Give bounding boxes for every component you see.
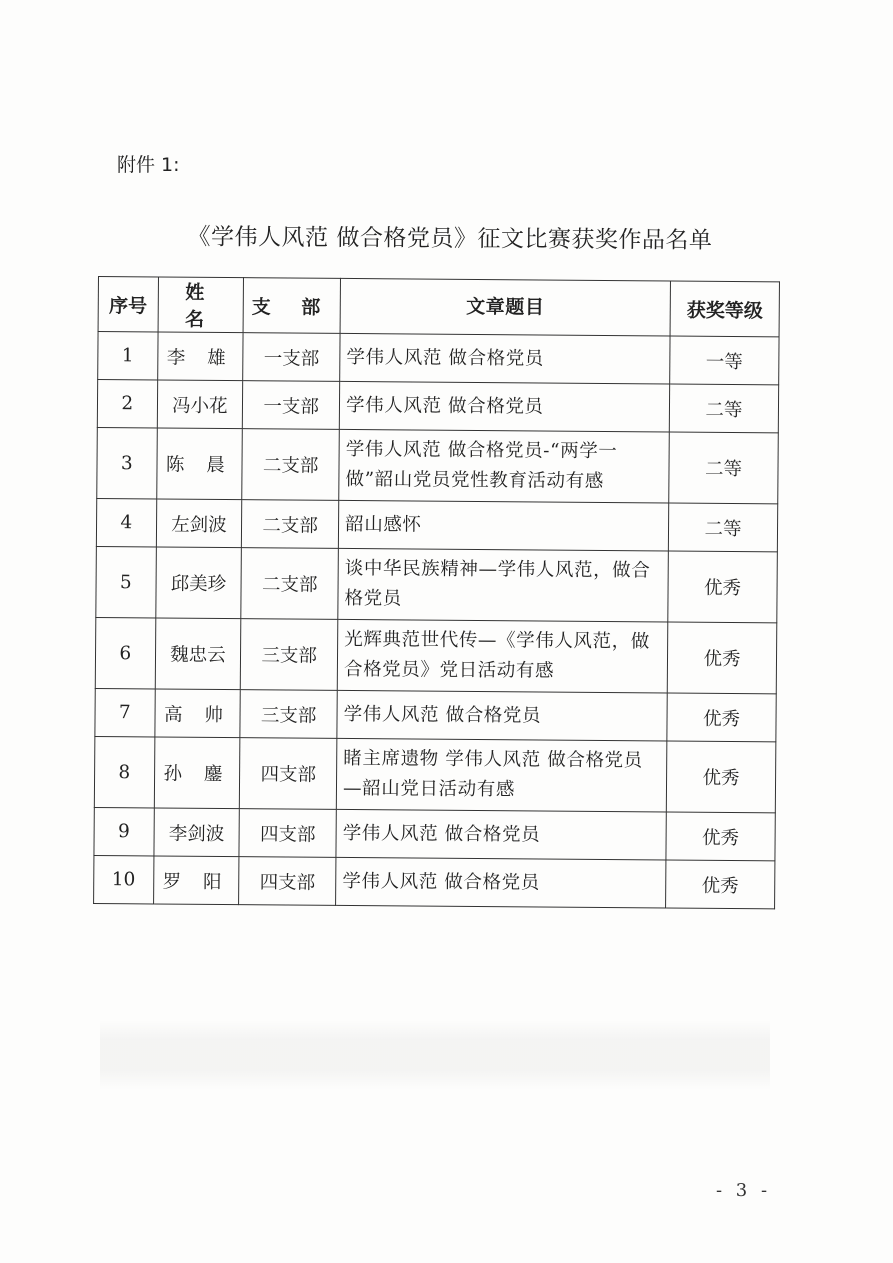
cell-award: 优秀 (668, 551, 778, 623)
cell-name: 魏忠云 (155, 618, 241, 690)
table-row (97, 380, 778, 433)
cell-award: 二等 (669, 432, 779, 504)
cell-title: 学伟人风范 做合格党员 (339, 381, 669, 432)
header-no: 序号 (98, 277, 158, 332)
cell-award: 二等 (669, 384, 778, 433)
table-header-row (98, 277, 779, 337)
cell-no: 5 (96, 546, 156, 617)
table-row (96, 546, 778, 622)
cell-name: 李剑波 (153, 808, 239, 857)
page-number: - 3 - (716, 1180, 772, 1201)
cell-no: 1 (98, 332, 158, 380)
cell-award: 二等 (668, 503, 777, 552)
table-body (94, 332, 779, 909)
attachment-label: 附件 1: (117, 154, 180, 176)
cell-branch: 二支部 (242, 500, 339, 549)
cell-title: 学伟人风范 做合格党员 (336, 857, 666, 908)
cell-name: 高 帅 (154, 689, 240, 738)
cell-no: 4 (96, 498, 156, 546)
cell-no: 10 (94, 855, 154, 903)
cell-name: 孙 鏖 (154, 737, 240, 809)
cell-name: 左剑波 (156, 499, 242, 548)
cell-branch: 三支部 (240, 690, 337, 739)
cell-award: 优秀 (666, 741, 776, 813)
header-branch: 支 部 (243, 278, 340, 334)
cell-title: 学伟人风范 做合格党员 (336, 809, 666, 860)
cell-no: 7 (95, 688, 155, 736)
cell-title: 睹主席遗物 学伟人风范 做合格党员—韶山党日活动有感 (336, 738, 666, 812)
cell-no: 3 (97, 427, 157, 498)
cell-name: 邱美珍 (155, 547, 241, 619)
table-row (98, 332, 779, 385)
table-row (95, 617, 777, 693)
cell-branch: 四支部 (239, 857, 336, 906)
header-name: 姓 名 (158, 277, 244, 333)
cell-award: 一等 (670, 336, 779, 385)
cell-branch: 一支部 (243, 333, 340, 382)
table-row (97, 427, 779, 503)
cell-name: 陈 晨 (156, 428, 242, 500)
table-row (96, 498, 777, 551)
cell-award: 优秀 (667, 693, 776, 742)
cell-award: 优秀 (667, 622, 777, 694)
award-table-container (93, 276, 780, 909)
cell-name: 冯小花 (157, 380, 243, 429)
cell-award: 优秀 (666, 860, 775, 909)
header-title: 文章题目 (340, 278, 670, 336)
cell-branch: 三支部 (241, 619, 338, 691)
cell-title: 韶山感怀 (338, 500, 668, 551)
cell-branch: 一支部 (243, 381, 340, 430)
cell-name: 罗 阳 (153, 856, 239, 905)
cell-no: 6 (95, 617, 155, 688)
header-award: 获奖等级 (670, 281, 779, 337)
cell-no: 8 (94, 736, 154, 807)
cell-title: 学伟人风范 做合格党员 (337, 690, 667, 741)
cell-title: 谈中华民族精神—学伟人风范，做合格党员 (338, 548, 668, 622)
cell-branch: 二支部 (242, 429, 339, 501)
cell-title: 学伟人风范 做合格党员 (340, 333, 670, 384)
document-title: 《学伟人风范 做合格党员》征文比赛获奖作品名单 (187, 224, 713, 254)
cell-title: 光辉典范世代传—《学伟人风范，做合格党员》党日活动有感 (337, 619, 667, 693)
cell-name: 李 雄 (157, 332, 243, 381)
cell-branch: 四支部 (239, 809, 336, 858)
cell-branch: 二支部 (241, 548, 338, 620)
cell-title: 学伟人风范 做合格党员-“两学一做”韶山党员党性教育活动有感 (339, 429, 669, 503)
table-row (95, 688, 776, 741)
award-table (93, 276, 780, 909)
cell-no: 9 (94, 807, 154, 855)
cell-branch: 四支部 (240, 738, 337, 810)
cell-no: 2 (97, 380, 157, 428)
cell-award: 优秀 (666, 812, 775, 861)
table-row (94, 807, 775, 860)
table-row (94, 736, 776, 812)
table-row (94, 855, 775, 908)
bleed-through-shadow (100, 1020, 770, 1090)
